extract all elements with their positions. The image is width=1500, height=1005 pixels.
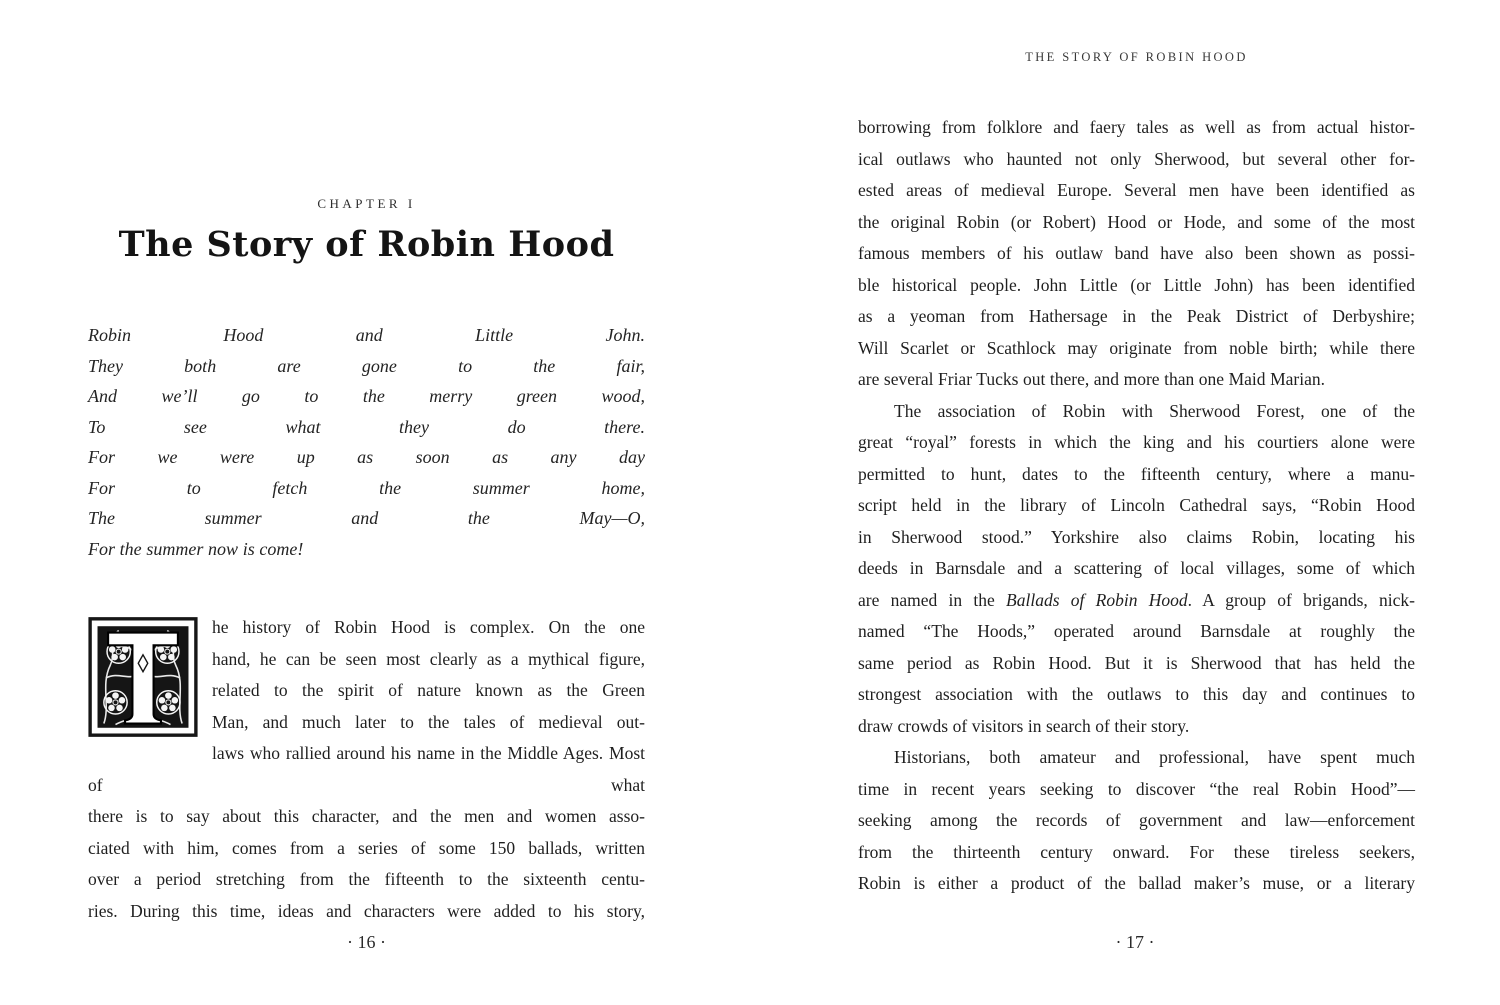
- body-line: Will Scarlet or Scathlock may originate from noble birth; while there: [858, 337, 1415, 358]
- poem: [88, 320, 645, 564]
- body-line: hand, he can be seen most clearly as a mythical figure,: [212, 648, 645, 669]
- page-number-left: · 16 ·: [347, 932, 386, 952]
- body-line: borrowing from folklore and faery tales as well as from actual histor-: [858, 117, 1415, 137]
- poem-line: The summer and the May—O,: [88, 508, 645, 528]
- paragraph-3: [858, 742, 1415, 900]
- body-line: as a yeoman from Hathersage in the Peak District of Derbyshire;: [858, 306, 1415, 326]
- poem-line: They both are gone to the fair,: [88, 355, 645, 376]
- body-line: same period as Robin Hood. But it is Sherwood that has held the: [858, 652, 1415, 673]
- body-line: The association of Robin with Sherwood Forest, one of the: [894, 400, 1415, 421]
- ornate-initial-T-icon: [88, 616, 198, 738]
- body-line: great “royal” forests in which the king and his courtiers alone were: [858, 432, 1415, 452]
- body-line: related to the spirit of nature known as the Green: [212, 680, 645, 700]
- body-line: are named in the Ballads of Robin Hood. A group of brigands, nick-: [858, 589, 1415, 610]
- body-line: he history of Robin Hood is complex. On the one: [212, 617, 645, 637]
- body-right: [858, 112, 1415, 900]
- chapter-label: CHAPTER I: [317, 196, 416, 211]
- running-header: THE STORY OF ROBIN HOOD: [1025, 50, 1248, 64]
- body-paragraph-left: [88, 612, 645, 927]
- body-line: strongest association with the outlaws to this day and continues to: [858, 684, 1415, 704]
- body-line: the original Robin (or Robert) Hood or Hode, and some of the most: [858, 211, 1415, 232]
- body-line: ested areas of medieval Europe. Several men have been identified as: [858, 180, 1415, 200]
- body-line: script held in the library of Lincoln Cathedral says, “Robin Hood: [858, 495, 1415, 515]
- poem-line: And we’ll go to the merry green wood,: [88, 386, 645, 406]
- body-line: permitted to hunt, dates to the fifteenth century, where a manu-: [858, 463, 1415, 484]
- body-line: ical outlaws who haunted not only Sherwood, but several other for-: [858, 148, 1415, 169]
- body-line: there is to say about this character, and the men and women asso-: [88, 806, 645, 826]
- body-line: Man, and much later to the tales of medieval out-: [212, 711, 645, 732]
- poem-line: For the summer now is come!: [88, 538, 304, 559]
- body-line: ble historical people. John Little (or Little John) has been identified: [858, 274, 1415, 295]
- paragraph-2: [858, 396, 1415, 743]
- body-line: Robin is either a product of the ballad maker’s muse, or a literary: [858, 873, 1415, 893]
- page-number-right: · 17 ·: [1115, 932, 1155, 952]
- body-line: ries. During this time, ideas and characters were added to his story,: [88, 900, 645, 921]
- body-line: in Sherwood stood.” Yorkshire also claims Robin, locating his: [858, 526, 1415, 547]
- paragraph-1: [858, 112, 1415, 396]
- poem-line: For we were up as soon as any day: [88, 447, 645, 467]
- body-line: time in recent years seeking to discover “the real Robin Hood”—: [858, 778, 1415, 799]
- body-line: Historians, both amateur and professional, have spent much: [894, 747, 1415, 767]
- body-line: famous members of his outlaw band have also been shown as possi-: [858, 243, 1415, 263]
- body-line: laws who rallied around his name in the Middle Ages. Most of what: [88, 743, 645, 795]
- poem-line: For to fetch the summer home,: [88, 477, 645, 498]
- poem-line: Robin Hood and Little John.: [88, 325, 645, 345]
- chapter-title: The Story of Robin Hood: [118, 224, 615, 265]
- body-line: over a period stretching from the fifteenth to the sixteenth centu-: [88, 869, 645, 889]
- body-line: deeds in Barnsdale and a scattering of local villages, some of which: [858, 558, 1415, 578]
- body-line: from the thirteenth century onward. For these tireless seekers,: [858, 841, 1415, 862]
- body-line: are several Friar Tucks out there, and more than one Maid Marian.: [858, 369, 1325, 389]
- body-line: draw crowds of visitors in search of their story.: [858, 715, 1190, 736]
- poem-line: To see what they do there.: [88, 416, 645, 437]
- drop-cap: [88, 616, 198, 738]
- page-right: [750, 0, 1500, 1005]
- body-line: named “The Hoods,” operated around Barnsdale at roughly the: [858, 621, 1415, 641]
- body-line: seeking among the records of government and law—enforcement: [858, 810, 1415, 830]
- body-line: ciated with him, comes from a series of some 150 ballads, written: [88, 837, 645, 858]
